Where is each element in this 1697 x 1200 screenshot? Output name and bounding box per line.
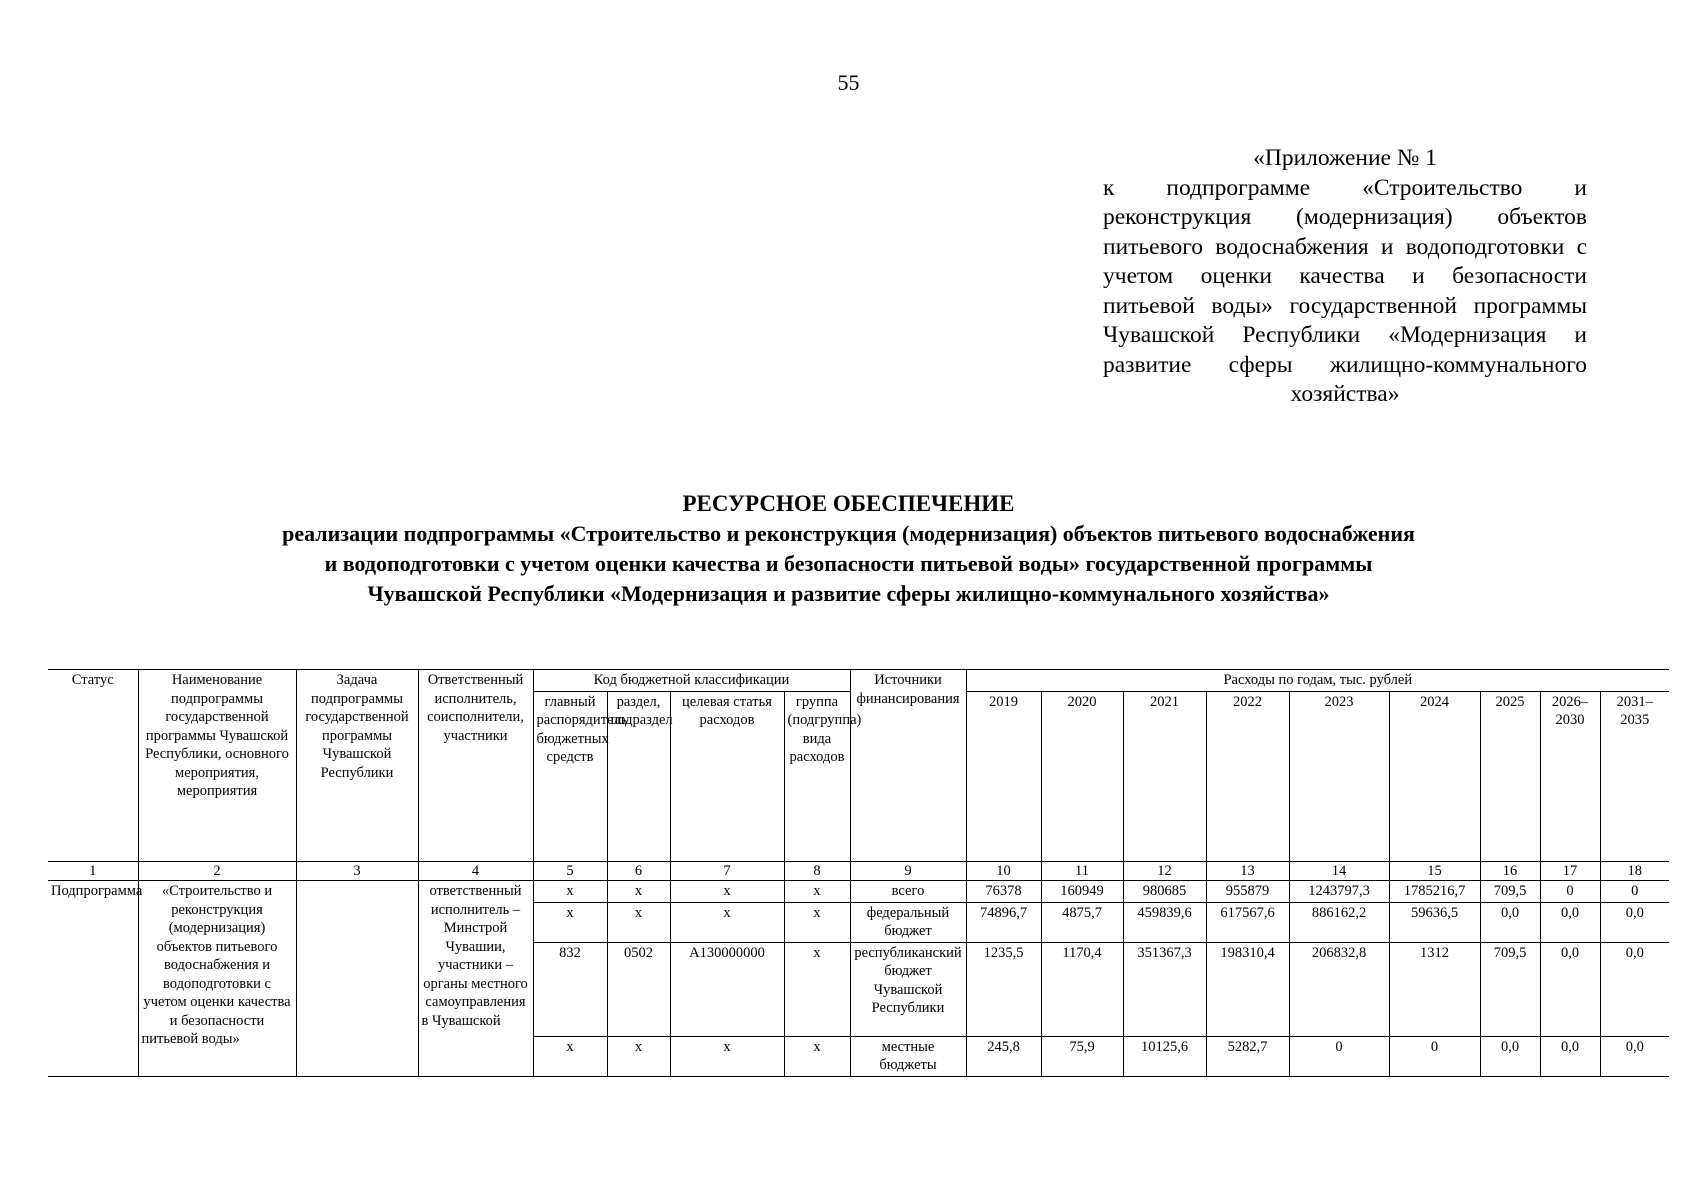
cell-value: 709,5	[1480, 942, 1540, 1036]
cell-value: 0	[1600, 881, 1669, 903]
column-number: 13	[1206, 861, 1289, 881]
cell-source: республиканский бюджет Чувашской Республики	[850, 942, 966, 1036]
heading-subtitle-3: Чувашской Республики «Модернизация и развитие сферы жилищно-коммунального хозяйства»	[367, 581, 1330, 606]
cell-value: 980685	[1123, 881, 1206, 903]
column-number: 17	[1540, 861, 1600, 881]
cell-value: 245,8	[966, 1036, 1041, 1076]
column-number: 2	[138, 861, 296, 881]
cell-section: x	[607, 1036, 670, 1076]
cell-target-article: x	[670, 902, 784, 942]
header-target-article: целевая статья расходов	[670, 691, 784, 861]
cell-value: 1312	[1389, 942, 1480, 1036]
header-executor: Ответственный исполнитель, соисполнители, участники	[418, 670, 533, 862]
header-year: 2021	[1123, 691, 1206, 861]
header-expense-group: группа (подгруппа) вида расходов	[784, 691, 850, 861]
cell-expense-group: x	[784, 902, 850, 942]
cell-value: 1235,5	[966, 942, 1041, 1036]
header-year: 2031–2035	[1600, 691, 1669, 861]
heading-subtitle-2: и водоподготовки с учетом оценки качества и безопасности питьевой воды» государственной программы	[324, 551, 1373, 576]
column-number: 3	[296, 861, 418, 881]
cell-value: 76378	[966, 881, 1041, 903]
cell-value: 75,9	[1041, 1036, 1123, 1076]
header-budget-code: Код бюджетной классификации	[533, 670, 850, 692]
header-year: 2020	[1041, 691, 1123, 861]
column-number: 7	[670, 861, 784, 881]
cell-value: 0,0	[1540, 1036, 1600, 1076]
cell-main-manager: x	[533, 902, 607, 942]
column-number: 8	[784, 861, 850, 881]
program-task	[296, 881, 418, 1077]
cell-value: 617567,6	[1206, 902, 1289, 942]
cell-value: 0,0	[1600, 902, 1669, 942]
cell-value: 0,0	[1540, 942, 1600, 1036]
cell-value: 59636,5	[1389, 902, 1480, 942]
cell-source: всего	[850, 881, 966, 903]
cell-value: 0,0	[1600, 942, 1669, 1036]
header-year: 2025	[1480, 691, 1540, 861]
column-number: 12	[1123, 861, 1206, 881]
program-status: Подпрограмма	[48, 881, 138, 1077]
column-number: 16	[1480, 861, 1540, 881]
column-number: 15	[1389, 861, 1480, 881]
table-row	[48, 881, 1669, 903]
cell-value: 198310,4	[1206, 942, 1289, 1036]
cell-main-manager: x	[533, 1036, 607, 1076]
cell-value: 1243797,3	[1289, 881, 1389, 903]
header-year: 2022	[1206, 691, 1289, 861]
appendix-note	[1103, 144, 1587, 410]
cell-value: 74896,7	[966, 902, 1041, 942]
cell-value: 0,0	[1480, 1036, 1540, 1076]
cell-target-article: x	[670, 1036, 784, 1076]
cell-value: 5282,7	[1206, 1036, 1289, 1076]
heading-title: РЕСУРСНОЕ ОБЕСПЕЧЕНИЕ	[682, 491, 1015, 516]
cell-value: 4875,7	[1041, 902, 1123, 942]
document-heading	[120, 489, 1577, 609]
header-year: 2019	[966, 691, 1041, 861]
appendix-text: к подпрограмме «Строительство и реконструкция (модернизация) объектов питьевого водоснабжения и водоподготовки с учетом оценки качества и безопасности питьевой воды» государственной программы Чувашской Республики «Модернизация и развитие сферы жилищно-коммунального хозяйства»	[1103, 174, 1587, 407]
header-name: Наименование подпрограммы государственной программы Чувашской Республики, основного мероприятия, мероприятия	[138, 670, 296, 862]
cell-expense-group: x	[784, 881, 850, 903]
cell-value: 160949	[1041, 881, 1123, 903]
cell-value: 0,0	[1600, 1036, 1669, 1076]
header-status: Статус	[48, 670, 138, 862]
cell-section: x	[607, 902, 670, 942]
cell-value: 0	[1289, 1036, 1389, 1076]
column-number: 14	[1289, 861, 1389, 881]
cell-value: 0,0	[1540, 902, 1600, 942]
cell-section: 0502	[607, 942, 670, 1036]
cell-value: 10125,6	[1123, 1036, 1206, 1076]
column-number: 6	[607, 861, 670, 881]
cell-main-manager: 832	[533, 942, 607, 1036]
cell-section: x	[607, 881, 670, 903]
header-sources: Источники финансирования	[850, 670, 966, 862]
column-number: 18	[1600, 861, 1669, 881]
resource-table	[48, 669, 1669, 1077]
cell-expense-group: x	[784, 942, 850, 1036]
column-number: 10	[966, 861, 1041, 881]
cell-value: 1170,4	[1041, 942, 1123, 1036]
cell-expense-group: x	[784, 1036, 850, 1076]
cell-target-article: x	[670, 881, 784, 903]
cell-main-manager: x	[533, 881, 607, 903]
header-expenses: Расходы по годам, тыс. рублей	[966, 670, 1669, 692]
heading-subtitle-1: реализации подпрограммы «Строительство и реконструкция (модернизация) объектов питьевого водоснабжения	[282, 521, 1415, 546]
cell-value: 0	[1540, 881, 1600, 903]
header-task: Задача подпрограммы государственной программы Чувашской Республики	[296, 670, 418, 862]
cell-source: федеральный бюджет	[850, 902, 966, 942]
cell-target-article: A130000000	[670, 942, 784, 1036]
program-name: «Строительство и реконструкция (модернизация) объектов питьевого водоснабжения и водоподготовки с учетом оценки качества и безопасности питьевой воды»	[138, 881, 296, 1077]
program-executor: ответственный исполнитель – Минстрой Чувашии, участники – органы местного самоуправления в Чувашской	[418, 881, 533, 1077]
cell-value: 0	[1389, 1036, 1480, 1076]
header-year: 2024	[1389, 691, 1480, 861]
cell-value: 886162,2	[1289, 902, 1389, 942]
column-number: 1	[48, 861, 138, 881]
header-section: раздел, подраздел	[607, 691, 670, 861]
column-number: 9	[850, 861, 966, 881]
page-number: 55	[837, 70, 860, 95]
header-main-manager: главный распорядитель бюджетных средств	[533, 691, 607, 861]
header-year: 2023	[1289, 691, 1389, 861]
cell-value: 0,0	[1480, 902, 1540, 942]
cell-value: 709,5	[1480, 881, 1540, 903]
column-number: 5	[533, 861, 607, 881]
column-number: 11	[1041, 861, 1123, 881]
cell-value: 206832,8	[1289, 942, 1389, 1036]
cell-value: 351367,3	[1123, 942, 1206, 1036]
appendix-title: «Приложение № 1	[1253, 145, 1437, 171]
cell-value: 1785216,7	[1389, 881, 1480, 903]
cell-value: 955879	[1206, 881, 1289, 903]
column-number: 4	[418, 861, 533, 881]
cell-source: местные бюджеты	[850, 1036, 966, 1076]
cell-value: 459839,6	[1123, 902, 1206, 942]
header-year: 2026–2030	[1540, 691, 1600, 861]
